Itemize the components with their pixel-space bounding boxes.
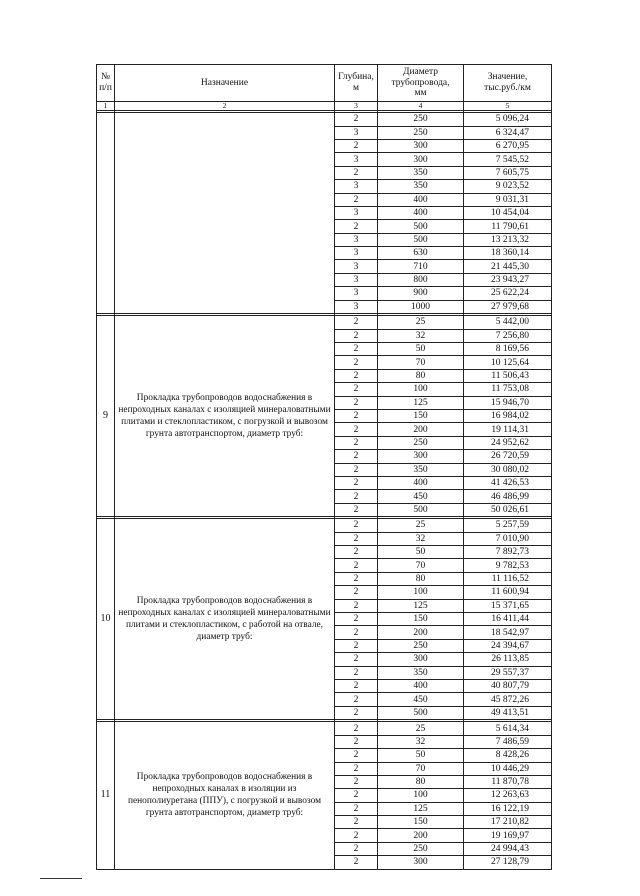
diameter-cell: 300 bbox=[378, 653, 464, 666]
value-cell: 10 454,04 bbox=[464, 206, 552, 219]
diameter-cell: 80 bbox=[378, 775, 464, 788]
diameter-cell: 1000 bbox=[378, 300, 464, 313]
diameter-cell: 250 bbox=[378, 436, 464, 449]
diameter-cell: 400 bbox=[378, 193, 464, 206]
depth-cell: 2 bbox=[335, 666, 378, 679]
depth-cell: 2 bbox=[335, 343, 378, 356]
value-cell: 10 446,29 bbox=[464, 762, 552, 775]
diameter-cell: 450 bbox=[378, 490, 464, 503]
section-description: Прокладка трубопроводов водоснабжения в непроходных каналах с изоляцией минераловатными плитами и стеклопластиком, с погрузкой и вывозом грунта автотранспортом, диаметр труб: bbox=[115, 316, 335, 517]
depth-cell: 2 bbox=[335, 586, 378, 599]
column-number: 4 bbox=[378, 102, 464, 111]
section-number: 10 bbox=[97, 519, 115, 720]
depth-cell: 2 bbox=[335, 706, 378, 719]
value-cell: 29 557,37 bbox=[464, 666, 552, 679]
diameter-cell: 100 bbox=[378, 383, 464, 396]
value-cell: 21 445,30 bbox=[464, 260, 552, 273]
depth-cell: 2 bbox=[335, 356, 378, 369]
section-description: Прокладка трубопроводов водоснабжения в непроходных каналах с изоляцией минераловатными плитами и стеклопластиком, с работой на отвале, диаметр труб: bbox=[115, 519, 335, 720]
diameter-cell: 80 bbox=[378, 369, 464, 382]
diameter-cell: 25 bbox=[378, 722, 464, 735]
depth-cell: 2 bbox=[335, 572, 378, 585]
depth-cell: 2 bbox=[335, 193, 378, 206]
depth-cell: 2 bbox=[335, 436, 378, 449]
depth-cell: 2 bbox=[335, 599, 378, 612]
value-cell: 41 426,53 bbox=[464, 476, 552, 489]
depth-cell: 2 bbox=[335, 220, 378, 233]
depth-cell: 2 bbox=[335, 653, 378, 666]
depth-cell: 2 bbox=[335, 829, 378, 842]
value-cell: 8 169,56 bbox=[464, 343, 552, 356]
diameter-cell: 70 bbox=[378, 762, 464, 775]
depth-cell: 2 bbox=[335, 722, 378, 735]
diameter-cell: 125 bbox=[378, 802, 464, 815]
depth-cell: 2 bbox=[335, 789, 378, 802]
value-cell: 27 979,68 bbox=[464, 300, 552, 313]
column-number: 3 bbox=[335, 102, 378, 111]
column-number: 1 bbox=[97, 102, 115, 111]
diameter-cell: 500 bbox=[378, 220, 464, 233]
diameter-cell: 710 bbox=[378, 260, 464, 273]
value-cell: 18 360,14 bbox=[464, 247, 552, 260]
diameter-cell: 32 bbox=[378, 735, 464, 748]
section-description: Прокладка трубопроводов водоснабжения в непроходных каналах в изоляции из пенополиуретана (ППУ), с погрузкой и вывозом грунта автотранспортом, диаметр труб: bbox=[115, 722, 335, 869]
section-number bbox=[97, 113, 115, 314]
depth-cell: 3 bbox=[335, 180, 378, 193]
diameter-cell: 250 bbox=[378, 126, 464, 139]
value-cell: 5 442,00 bbox=[464, 316, 552, 329]
depth-cell: 2 bbox=[335, 316, 378, 329]
depth-cell: 3 bbox=[335, 153, 378, 166]
depth-cell: 2 bbox=[335, 383, 378, 396]
depth-cell: 2 bbox=[335, 735, 378, 748]
value-cell: 15 946,70 bbox=[464, 396, 552, 409]
table-body bbox=[97, 102, 552, 870]
section-number: 9 bbox=[97, 316, 115, 517]
depth-cell: 2 bbox=[335, 559, 378, 572]
diameter-cell: 80 bbox=[378, 572, 464, 585]
diameter-cell: 200 bbox=[378, 423, 464, 436]
depth-cell: 2 bbox=[335, 396, 378, 409]
column-numbers-row bbox=[97, 102, 552, 111]
depth-cell: 2 bbox=[335, 450, 378, 463]
diameter-cell: 150 bbox=[378, 613, 464, 626]
value-cell: 40 807,79 bbox=[464, 679, 552, 692]
depth-cell: 2 bbox=[335, 476, 378, 489]
depth-cell: 2 bbox=[335, 329, 378, 342]
depth-cell: 2 bbox=[335, 816, 378, 829]
value-cell: 11 790,61 bbox=[464, 220, 552, 233]
value-cell: 46 486,99 bbox=[464, 490, 552, 503]
diameter-cell: 125 bbox=[378, 599, 464, 612]
diameter-cell: 300 bbox=[378, 856, 464, 869]
value-cell: 26 113,85 bbox=[464, 653, 552, 666]
value-cell: 7 545,52 bbox=[464, 153, 552, 166]
depth-cell: 3 bbox=[335, 233, 378, 246]
value-cell: 16 122,19 bbox=[464, 802, 552, 815]
value-cell: 6 270,95 bbox=[464, 139, 552, 152]
depth-cell: 2 bbox=[335, 503, 378, 516]
diameter-cell: 150 bbox=[378, 409, 464, 422]
diameter-cell: 800 bbox=[378, 273, 464, 286]
depth-cell: 2 bbox=[335, 532, 378, 545]
depth-cell: 3 bbox=[335, 126, 378, 139]
depth-cell: 2 bbox=[335, 490, 378, 503]
depth-cell: 2 bbox=[335, 639, 378, 652]
value-cell: 7 010,90 bbox=[464, 532, 552, 545]
value-cell: 11 753,08 bbox=[464, 383, 552, 396]
value-cell: 19 114,31 bbox=[464, 423, 552, 436]
footer-rule bbox=[40, 878, 82, 879]
value-cell: 6 324,47 bbox=[464, 126, 552, 139]
diameter-cell: 250 bbox=[378, 842, 464, 855]
depth-cell: 3 bbox=[335, 206, 378, 219]
depth-cell: 2 bbox=[335, 613, 378, 626]
value-cell: 9 782,53 bbox=[464, 559, 552, 572]
diameter-cell: 25 bbox=[378, 316, 464, 329]
diameter-cell: 350 bbox=[378, 666, 464, 679]
value-cell: 27 128,79 bbox=[464, 856, 552, 869]
diameter-cell: 25 bbox=[378, 519, 464, 532]
diameter-cell: 400 bbox=[378, 476, 464, 489]
diameter-cell: 450 bbox=[378, 693, 464, 706]
depth-cell: 2 bbox=[335, 775, 378, 788]
section-number: 11 bbox=[97, 722, 115, 869]
diameter-cell: 300 bbox=[378, 153, 464, 166]
table-row bbox=[97, 316, 552, 329]
value-cell: 24 994,43 bbox=[464, 842, 552, 855]
value-cell: 12 263,63 bbox=[464, 789, 552, 802]
value-cell: 9 031,31 bbox=[464, 193, 552, 206]
depth-cell: 3 bbox=[335, 273, 378, 286]
table-row bbox=[97, 113, 552, 126]
depth-cell: 3 bbox=[335, 300, 378, 313]
diameter-cell: 630 bbox=[378, 247, 464, 260]
depth-cell: 2 bbox=[335, 802, 378, 815]
depth-cell: 2 bbox=[335, 749, 378, 762]
depth-cell: 2 bbox=[335, 423, 378, 436]
value-cell: 50 026,61 bbox=[464, 503, 552, 516]
depth-cell: 2 bbox=[335, 679, 378, 692]
depth-cell: 2 bbox=[335, 546, 378, 559]
diameter-cell: 500 bbox=[378, 503, 464, 516]
value-cell: 7 605,75 bbox=[464, 166, 552, 179]
depth-cell: 2 bbox=[335, 762, 378, 775]
diameter-cell: 200 bbox=[378, 626, 464, 639]
value-cell: 11 870,78 bbox=[464, 775, 552, 788]
value-cell: 45 872,26 bbox=[464, 693, 552, 706]
price-table-sheet bbox=[96, 64, 551, 870]
price-table bbox=[96, 64, 552, 870]
value-cell: 23 943,27 bbox=[464, 273, 552, 286]
diameter-cell: 50 bbox=[378, 343, 464, 356]
diameter-cell: 350 bbox=[378, 166, 464, 179]
depth-cell: 2 bbox=[335, 139, 378, 152]
header-diameter: Диаметр трубопровода, мм bbox=[378, 65, 464, 102]
value-cell: 5 614,34 bbox=[464, 722, 552, 735]
value-cell: 49 413,51 bbox=[464, 706, 552, 719]
diameter-cell: 32 bbox=[378, 532, 464, 545]
value-cell: 19 169,97 bbox=[464, 829, 552, 842]
diameter-cell: 300 bbox=[378, 450, 464, 463]
diameter-cell: 350 bbox=[378, 463, 464, 476]
depth-cell: 3 bbox=[335, 287, 378, 300]
section-description bbox=[115, 113, 335, 314]
value-cell: 11 600,94 bbox=[464, 586, 552, 599]
depth-cell: 2 bbox=[335, 519, 378, 532]
diameter-cell: 100 bbox=[378, 789, 464, 802]
value-cell: 9 023,52 bbox=[464, 180, 552, 193]
diameter-cell: 400 bbox=[378, 206, 464, 219]
value-cell: 5 096,24 bbox=[464, 113, 552, 126]
value-cell: 25 622,24 bbox=[464, 287, 552, 300]
diameter-cell: 400 bbox=[378, 679, 464, 692]
depth-cell: 2 bbox=[335, 409, 378, 422]
depth-cell: 2 bbox=[335, 166, 378, 179]
value-cell: 30 080,02 bbox=[464, 463, 552, 476]
diameter-cell: 50 bbox=[378, 749, 464, 762]
depth-cell: 2 bbox=[335, 626, 378, 639]
value-cell: 17 210,82 bbox=[464, 816, 552, 829]
value-cell: 15 371,65 bbox=[464, 599, 552, 612]
depth-cell: 2 bbox=[335, 369, 378, 382]
diameter-cell: 32 bbox=[378, 329, 464, 342]
column-number: 5 bbox=[464, 102, 552, 111]
depth-cell: 3 bbox=[335, 260, 378, 273]
header-value: Значение, тыс.руб./км bbox=[464, 65, 552, 102]
header-name: Назначение bbox=[115, 65, 335, 102]
diameter-cell: 250 bbox=[378, 639, 464, 652]
column-number: 2 bbox=[115, 102, 335, 111]
diameter-cell: 70 bbox=[378, 559, 464, 572]
diameter-cell: 250 bbox=[378, 113, 464, 126]
value-cell: 16 984,02 bbox=[464, 409, 552, 422]
value-cell: 26 720,59 bbox=[464, 450, 552, 463]
header-depth: Глубина, м bbox=[335, 65, 378, 102]
value-cell: 24 952,62 bbox=[464, 436, 552, 449]
table-row bbox=[97, 722, 552, 735]
value-cell: 16 411,44 bbox=[464, 613, 552, 626]
depth-cell: 2 bbox=[335, 463, 378, 476]
value-cell: 7 486,59 bbox=[464, 735, 552, 748]
diameter-cell: 125 bbox=[378, 396, 464, 409]
value-cell: 7 256,80 bbox=[464, 329, 552, 342]
diameter-cell: 500 bbox=[378, 233, 464, 246]
diameter-cell: 150 bbox=[378, 816, 464, 829]
header-num: № п/п bbox=[97, 65, 115, 102]
depth-cell: 3 bbox=[335, 247, 378, 260]
diameter-cell: 900 bbox=[378, 287, 464, 300]
value-cell: 11 116,52 bbox=[464, 572, 552, 585]
value-cell: 7 892,73 bbox=[464, 546, 552, 559]
depth-cell: 2 bbox=[335, 693, 378, 706]
value-cell: 24 394,67 bbox=[464, 639, 552, 652]
diameter-cell: 70 bbox=[378, 356, 464, 369]
diameter-cell: 100 bbox=[378, 586, 464, 599]
value-cell: 11 506,43 bbox=[464, 369, 552, 382]
diameter-cell: 300 bbox=[378, 139, 464, 152]
value-cell: 10 125,64 bbox=[464, 356, 552, 369]
depth-cell: 2 bbox=[335, 842, 378, 855]
diameter-cell: 200 bbox=[378, 829, 464, 842]
diameter-cell: 500 bbox=[378, 706, 464, 719]
value-cell: 13 213,32 bbox=[464, 233, 552, 246]
depth-cell: 2 bbox=[335, 856, 378, 869]
diameter-cell: 350 bbox=[378, 180, 464, 193]
table-header-row bbox=[97, 65, 552, 102]
value-cell: 18 542,97 bbox=[464, 626, 552, 639]
diameter-cell: 50 bbox=[378, 546, 464, 559]
depth-cell: 2 bbox=[335, 113, 378, 126]
value-cell: 5 257,59 bbox=[464, 519, 552, 532]
table-row bbox=[97, 519, 552, 532]
value-cell: 8 428,26 bbox=[464, 749, 552, 762]
